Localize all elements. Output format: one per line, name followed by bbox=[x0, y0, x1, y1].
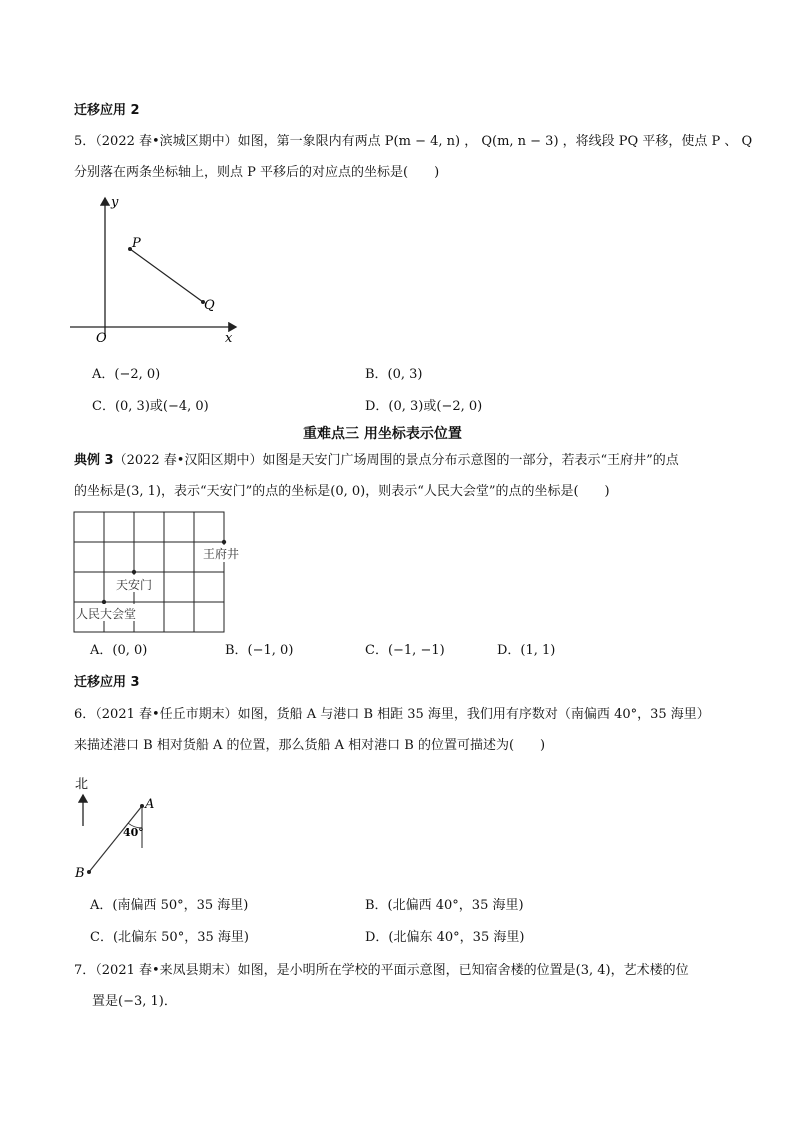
q5-label-y: y bbox=[111, 195, 119, 210]
q5-label-origin: O bbox=[96, 331, 107, 346]
example3-option-d[interactable]: D．(1, 1) bbox=[497, 643, 556, 658]
q5-label-x: x bbox=[225, 331, 233, 346]
q5-option-b[interactable]: B．(0, 3) bbox=[365, 367, 423, 382]
example3-label-tiananmen: 天安门 bbox=[116, 578, 153, 592]
example3-text-line2: 的坐标是(3, 1)，表示“天安门”的点的坐标是(0, 0)，则表示“人民大会堂”的点的坐标是( ) bbox=[74, 484, 610, 499]
q6-option-a[interactable]: A．(南偏西 50°，35 海里) bbox=[90, 898, 249, 913]
example3-dot-wangfujing bbox=[222, 540, 226, 544]
q5-option-d[interactable]: D．(0, 3)或(−2, 0) bbox=[365, 399, 483, 414]
example3-line1: （2022 春•汉阳区期中）如图是天安门广场周围的景点分布示意图的一部分，若表示“王府井”的点 bbox=[113, 453, 679, 468]
q6-segment-ab bbox=[89, 806, 142, 872]
example3-label-renmin: 人民大会堂 bbox=[76, 607, 137, 621]
q6-option-c[interactable]: C．(北偏东 50°，35 海里) bbox=[90, 930, 249, 945]
example3-option-c[interactable]: C．(−1, −1) bbox=[365, 643, 445, 658]
example3-grid-map bbox=[72, 510, 262, 635]
q6-option-b[interactable]: B．(北偏西 40°，35 海里) bbox=[365, 898, 524, 913]
section-heading-key-point-3: 重难点三 用坐标表示位置 bbox=[303, 426, 462, 442]
q5-label-p: P bbox=[132, 236, 141, 251]
q6-label-b: B bbox=[75, 866, 85, 881]
q6-label-north: 北 bbox=[75, 777, 89, 792]
q5-option-a[interactable]: A．(−2, 0) bbox=[92, 367, 161, 382]
example3-dot-tiananmen bbox=[132, 570, 136, 574]
section-heading-transfer-2: 迁移应用 2 bbox=[74, 103, 140, 118]
q6-text-line1: 6．（2021 春•任丘市期末）如图，货船 A 与港口 B 相距 35 海里，我们用有序数对（南偏西 40°，35 海里） bbox=[74, 707, 710, 722]
q6-label-a: A bbox=[145, 797, 155, 812]
q6-point-b-dot bbox=[87, 870, 91, 874]
q5-label-q: Q bbox=[204, 298, 215, 313]
q5-text-line1: 5．（2022 春•滨城区期中）如图，第一象限内有两点 P(m − 4, n) ， Q(m, n − 3) ，将线段 PQ 平移，使点 P 、 Q bbox=[74, 134, 753, 149]
q6-text-line2: 来描述港口 B 相对货船 A 的位置，那么货船 A 相对港口 B 的位置可描述为( ) bbox=[74, 738, 546, 753]
q6-option-d[interactable]: D．(北偏东 40°，35 海里) bbox=[365, 930, 525, 945]
q6-label-angle: 40° bbox=[123, 826, 144, 839]
example3-text-line1 bbox=[74, 452, 679, 470]
section-heading-transfer-3: 迁移应用 3 bbox=[74, 675, 140, 690]
q7-text-line2: 置是(−3, 1)． bbox=[92, 994, 177, 1009]
q5-text-line2: 分别落在两条坐标轴上，则点 P 平移后的对应点的坐标是( ) bbox=[74, 165, 440, 180]
q5-coordinate-figure bbox=[70, 192, 250, 352]
q5-option-c[interactable]: C．(0, 3)或(−4, 0) bbox=[92, 399, 209, 414]
q6-bearing-figure bbox=[70, 768, 180, 884]
example3-tag: 典例 3 bbox=[74, 453, 114, 468]
example3-label-wangfujing: 王府井 bbox=[203, 547, 240, 561]
example3-option-b[interactable]: B．(−1, 0) bbox=[225, 643, 294, 658]
q6-point-a-dot bbox=[140, 804, 144, 808]
q7-text-line1: 7．（2021 春•来凤县期末）如图，是小明所在学校的平面示意图，已知宿舍楼的位置是(3, 4)，艺术楼的位 bbox=[74, 963, 689, 978]
example3-option-a[interactable]: A．(0, 0) bbox=[90, 643, 148, 658]
example3-dot-renmin bbox=[102, 600, 106, 604]
q5-segment-pq bbox=[130, 249, 203, 302]
